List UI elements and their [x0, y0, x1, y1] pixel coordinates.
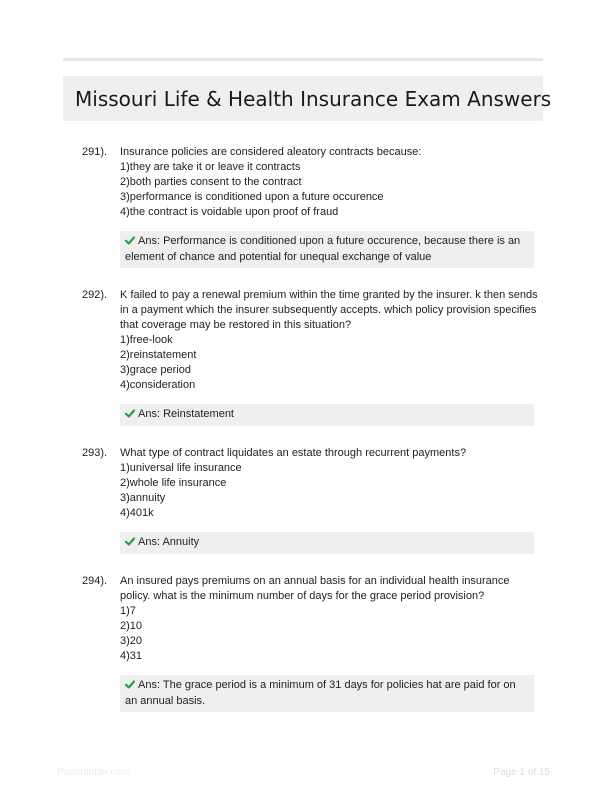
answer-box — [120, 231, 534, 268]
option-item: 2)10 — [120, 620, 143, 632]
question-text: An insured pays premiums on an annual basis for an individual health insurance policy. what is the minimum number of days for the grace period provision? — [120, 575, 510, 602]
answer-text: Ans: The grace period is a minimum of 31 days for policies hat are paid for on an annual basis. — [125, 679, 516, 707]
question-number: 292). — [82, 289, 108, 301]
option-item: 1)universal life insurance — [120, 462, 242, 474]
option-item: 2)both parties consent to the contract — [120, 176, 302, 188]
title-banner — [63, 76, 552, 121]
answer-text: Ans: Reinstatement — [138, 408, 234, 420]
question-body — [120, 145, 542, 268]
option-list — [120, 333, 542, 393]
question-number: 293). — [82, 447, 108, 459]
question-text: K failed to pay a renewal premium within the time granted by the insurer. k then sends in a payment which the insurer subsequently accepts. which policy provision specifies that coverage may be restored in this situation? — [120, 289, 538, 331]
option-item: 4)31 — [120, 650, 143, 662]
option-item: 2)reinstatement — [120, 349, 197, 361]
option-item: 2)whole life insurance — [120, 477, 227, 489]
question-body — [120, 574, 542, 712]
option-item: 3)grace period — [120, 364, 191, 376]
option-item: 3)performance is conditioned upon a future occurence — [120, 191, 384, 203]
option-list — [120, 461, 542, 521]
option-list — [120, 160, 542, 220]
check-icon — [125, 536, 135, 551]
check-icon — [125, 235, 135, 250]
page-indicator: Page 1 of 15 — [493, 767, 550, 778]
option-item: 1)they are take it or leave it contracts — [120, 161, 301, 173]
option-list — [120, 604, 542, 664]
option-item: 1)7 — [120, 605, 136, 617]
answer-box — [120, 404, 534, 426]
option-item: 1)free-look — [120, 334, 173, 346]
question-text: Insurance policies are considered aleatory contracts because: — [120, 146, 422, 158]
option-item: 4)consideration — [120, 379, 196, 391]
question-number: 291). — [82, 146, 108, 158]
answer-text: Ans: Performance is conditioned upon a future occurence, because there is an element of chance and potential for unequal exchange of value — [125, 235, 521, 263]
question-body — [120, 288, 542, 426]
option-item: 4)the contract is voidable upon proof of fraud — [120, 206, 339, 218]
question-text: What type of contract liquidates an estate through recurrent payments? — [120, 447, 467, 459]
page-title: Missouri Life & Health Insurance Exam Answers — [75, 86, 552, 111]
check-icon — [125, 679, 135, 694]
answer-box — [120, 532, 534, 554]
answer-text: Ans: Annuity — [138, 536, 200, 548]
answer-box — [120, 675, 534, 712]
check-icon — [125, 408, 135, 423]
option-item: 4)401k — [120, 507, 154, 519]
footer-watermark: Papersbble.com — [57, 767, 130, 778]
question-number: 294). — [82, 575, 108, 587]
option-item: 3)20 — [120, 635, 143, 647]
option-item: 3)annuity — [120, 492, 166, 504]
top-divider — [63, 58, 543, 61]
question-body — [120, 446, 542, 554]
